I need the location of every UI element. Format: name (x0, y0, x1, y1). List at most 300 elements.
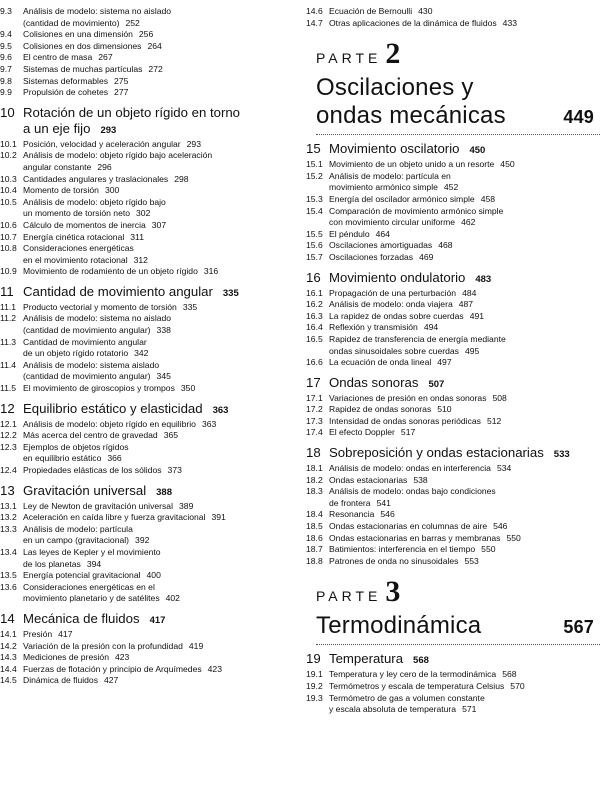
chapter-number: 17 (306, 374, 321, 390)
section-title: de un objeto rígido rotatorio (23, 348, 129, 359)
section-number: 9.7 (0, 63, 12, 74)
toc-entry[interactable] (306, 159, 600, 171)
toc-entry[interactable] (0, 371, 298, 383)
section-number: 11.3 (0, 336, 17, 347)
toc-entry[interactable] (0, 52, 298, 64)
page-number: 307 (151, 219, 167, 230)
toc-entry[interactable] (306, 252, 600, 264)
chapter-heading[interactable] (306, 445, 600, 463)
toc-entry[interactable] (0, 535, 298, 547)
toc-entry[interactable] (306, 288, 600, 300)
section-number: 14.5 (0, 675, 17, 686)
section-title: Oscilaciones forzadas (329, 251, 414, 262)
section-number: 13.4 (0, 546, 17, 557)
section-number: 10.4 (0, 185, 17, 196)
toc-entry[interactable] (0, 87, 298, 99)
section-number: 9.5 (0, 40, 12, 51)
toc-entry[interactable] (0, 76, 298, 88)
page-number: 293 (186, 138, 201, 149)
section-number: 15.5 (306, 228, 323, 239)
chapter-title-line2: a un eje fijo (23, 120, 91, 136)
section-number: 18.8 (306, 555, 323, 566)
toc-entry[interactable] (0, 29, 298, 41)
chapter-page: 568 (413, 655, 429, 667)
toc-entry[interactable] (0, 255, 298, 267)
section-number: 14.7 (306, 17, 323, 28)
section-number: 9.4 (0, 29, 12, 40)
part-label: PARTE (316, 50, 382, 67)
toc-entry[interactable] (306, 669, 600, 681)
toc-entry[interactable] (0, 197, 298, 209)
section-number: 18.4 (306, 509, 323, 520)
toc-entry[interactable] (306, 521, 600, 533)
toc-entry[interactable] (0, 465, 298, 477)
section-number: 18.3 (306, 486, 323, 497)
section-title: Análisis de modelo: partícula (23, 523, 133, 534)
section-number: 17.4 (306, 427, 323, 438)
chapter-page: 507 (428, 378, 445, 390)
section-number: 13.6 (0, 581, 17, 592)
section-title: Consideraciones energéticas en el (23, 581, 155, 592)
toc-entry[interactable] (306, 416, 600, 428)
page-number: 538 (413, 474, 428, 485)
section-number: 10.6 (0, 219, 17, 230)
chapter-number: 15 (306, 141, 321, 157)
toc-entry[interactable] (0, 570, 298, 582)
toc-entry[interactable] (306, 357, 600, 369)
section-title: Análisis de modelo: partícula en (329, 170, 451, 181)
section-number: 18.5 (306, 521, 323, 532)
toc-entry[interactable] (306, 463, 600, 475)
section-title: Aceleración en caída libre y fuerza gravitacional (23, 512, 206, 523)
page-number: 508 (492, 392, 507, 403)
section-title: La ecuación de onda lineal (329, 357, 432, 368)
chapter-number: 12 (0, 400, 15, 416)
section-title: Propulsión de cohetes (23, 87, 109, 98)
section-title: Propiedades elásticas de los sólidos (23, 465, 162, 475)
section-number: 10.3 (0, 173, 17, 184)
section-title: Cálculo de momentos de inercia (23, 219, 146, 230)
section-number: 12.1 (0, 418, 17, 429)
toc-entry[interactable] (0, 337, 298, 349)
section-title: movimiento armónico simple (329, 182, 438, 193)
toc-entry[interactable] (306, 334, 600, 346)
toc-entry[interactable] (306, 681, 600, 693)
page-number: 392 (135, 535, 150, 546)
page-number: 267 (98, 52, 113, 63)
part-label-row (316, 577, 600, 612)
page-number: 363 (201, 418, 217, 429)
toc-entry[interactable] (306, 182, 600, 194)
section-title: Energía del oscilador armónico simple (329, 193, 475, 204)
toc-entry[interactable] (306, 194, 600, 206)
section-number: 13.1 (0, 500, 17, 511)
section-title: de los planetas (23, 558, 81, 569)
chapter-heading[interactable] (306, 651, 600, 669)
section-title: Las leyes de Kepler y el movimiento (23, 546, 161, 557)
dotted-rule (316, 644, 600, 645)
page-number: 302 (136, 208, 151, 219)
chapter-heading-cont (0, 121, 298, 139)
chapter-heading[interactable] (0, 105, 298, 121)
chapter-heading[interactable] (306, 375, 600, 393)
toc-entry[interactable] (306, 533, 600, 545)
page-number: 550 (481, 544, 496, 555)
toc-entry[interactable] (306, 427, 600, 439)
section-title: en equilibrio estático (23, 453, 102, 464)
toc-entry[interactable] (0, 559, 298, 571)
toc-entry[interactable] (0, 675, 298, 687)
part-title-row (316, 74, 600, 102)
section-title: Rapidez de ondas sonoras (329, 404, 432, 415)
toc-entry[interactable] (306, 322, 600, 334)
section-title: Temperatura y ley cero de la termodinámica (329, 669, 497, 680)
page-number: 373 (167, 465, 182, 475)
section-number: 13.5 (0, 570, 17, 581)
section-title: Análisis de modelo: ondas bajo condiciones (329, 486, 496, 497)
toc-entry[interactable] (306, 6, 600, 18)
page-number: 402 (165, 593, 180, 604)
section-title: Colisiones en una dimensión (23, 29, 133, 40)
page-number: 298 (174, 173, 189, 184)
chapter-page: 335 (222, 287, 239, 299)
page-number: 417 (58, 628, 73, 639)
section-title: Análisis de modelo: objeto rígido bajo aceleración (23, 150, 213, 161)
chapter-page: 363 (212, 404, 229, 416)
toc-entry[interactable] (306, 299, 600, 311)
section-number: 18.6 (306, 532, 323, 543)
section-title: en el movimiento rotacional (23, 254, 128, 265)
toc-entry[interactable] (306, 544, 600, 556)
section-title: angular constante (23, 161, 92, 172)
section-title: Cantidades angulares y traslacionales (23, 173, 169, 184)
section-title: Comparación de movimiento armónico simple (329, 205, 504, 216)
section-number: 10.2 (0, 150, 17, 161)
section-title: Colisiones en dos dimensiones (23, 40, 142, 51)
toc-entry[interactable] (0, 150, 298, 162)
section-title: El efecto Doppler (329, 427, 395, 438)
chapter-title: Movimiento ondulatorio (329, 269, 466, 285)
chapter-heading[interactable] (0, 483, 298, 501)
toc-entry[interactable] (0, 360, 298, 372)
section-title: Oscilaciones amortiguadas (329, 240, 433, 251)
section-title: Consideraciones energéticas (23, 243, 134, 254)
section-number: 14.4 (0, 663, 17, 674)
section-number: 15.2 (306, 170, 323, 181)
toc-entry[interactable] (306, 206, 600, 218)
section-title: de frontera (329, 497, 371, 508)
toc-entry[interactable] (0, 220, 298, 232)
page-number: 342 (134, 348, 149, 359)
chapter-title: Rotación de un objeto rígido en torno (23, 104, 241, 120)
part-title-row (316, 612, 600, 641)
toc-entry[interactable] (0, 582, 298, 594)
section-title: Movimiento de rodamiento de un objeto rígido (23, 266, 198, 277)
chapter-number: 18 (306, 445, 321, 461)
section-number: 12.2 (0, 430, 17, 441)
section-number: 11.5 (0, 383, 17, 394)
toc-entry[interactable] (0, 162, 298, 174)
page-number: 570 (510, 681, 525, 691)
section-title: Sistemas deformables (23, 75, 109, 86)
toc-entry[interactable] (306, 509, 600, 521)
page-number: 462 (461, 217, 476, 228)
section-title: un momento de torsión neto (23, 208, 131, 219)
page-number: 546 (380, 509, 395, 520)
chapter-title: Equilibrio estático y elasticidad (23, 400, 203, 416)
chapter-number: 10 (0, 104, 15, 120)
toc-entry[interactable] (0, 383, 298, 395)
toc-entry[interactable] (0, 64, 298, 76)
toc-entry[interactable] (0, 524, 298, 536)
toc-entry[interactable] (306, 240, 600, 252)
section-title: El movimiento de giroscopios y trompos (23, 383, 175, 394)
section-title: Análisis de modelo: sistema aislado (23, 359, 160, 370)
page-number: 553 (464, 555, 479, 566)
section-number: 19.1 (306, 669, 323, 680)
section-number: 17.3 (306, 415, 323, 426)
section-number: 16.3 (306, 310, 323, 321)
left-column (0, 6, 298, 687)
page-number: 350 (180, 383, 196, 394)
section-number: 12.3 (0, 441, 17, 452)
toc-entry[interactable] (0, 266, 298, 278)
toc-entry[interactable] (0, 185, 298, 197)
section-title: Ecuación de Bernoulli (329, 6, 413, 16)
part-page: 567 (563, 617, 594, 638)
section-title: Otras aplicaciones de la dinámica de fluidos (329, 17, 497, 28)
page-number: 427 (104, 675, 119, 686)
chapter-page: 388 (156, 486, 172, 498)
chapter-heading[interactable] (0, 284, 298, 302)
page-number: 311 (130, 231, 144, 242)
page-number: 464 (375, 228, 390, 239)
section-title: en un campo (gravitacional) (23, 535, 130, 546)
page-number: 510 (437, 404, 452, 415)
toc-entry[interactable] (0, 664, 298, 676)
chapter-title: Ondas sonoras (329, 374, 419, 390)
section-title: Rapidez de transferencia de energía mediante (329, 333, 506, 344)
toc-entry[interactable] (0, 174, 298, 186)
page-number: 469 (419, 251, 434, 262)
section-title: Mediciones de presión (23, 652, 109, 663)
page-number: 534 (496, 463, 512, 474)
toc-entry[interactable] (0, 325, 298, 337)
toc-entry[interactable] (0, 41, 298, 53)
section-title: con movimiento circular uniforme (329, 217, 456, 228)
page-number: 541 (376, 497, 391, 508)
section-title: Sistemas de muchas partículas (23, 63, 143, 74)
page-number: 517 (400, 427, 416, 438)
page-number: 423 (115, 652, 130, 663)
page-number: 272 (148, 63, 163, 74)
part-label: PARTE (316, 588, 382, 605)
chapter-heading[interactable] (0, 611, 298, 629)
section-title: Batimientos: interferencia en el tiempo (329, 544, 476, 555)
toc-entry[interactable] (306, 18, 600, 30)
toc-entry[interactable] (306, 393, 600, 405)
toc-entry[interactable] (0, 6, 298, 18)
section-title: Ondas estacionarias en columnas de aire (329, 521, 488, 532)
section-title: Intensidad de ondas sonoras periódicas (329, 415, 481, 426)
part-header (316, 39, 600, 131)
section-number: 10.9 (0, 266, 17, 277)
toc-entry[interactable] (306, 498, 600, 510)
section-title: Energía cinética rotacional (23, 231, 125, 242)
section-title: Análisis de modelo: onda viajera (329, 299, 453, 310)
toc-entry[interactable] (0, 313, 298, 325)
page-number: 497 (437, 357, 452, 368)
section-number: 9.8 (0, 75, 12, 86)
section-number: 12.4 (0, 465, 17, 475)
section-number: 17.1 (306, 392, 323, 403)
toc-entry[interactable] (0, 629, 298, 641)
chapter-heading[interactable] (306, 270, 600, 288)
section-number: 15.4 (306, 205, 323, 216)
chapter-number: 14 (0, 610, 15, 626)
section-number: 11.1 (0, 301, 17, 312)
toc-entry[interactable] (0, 593, 298, 605)
toc-entry[interactable] (0, 18, 298, 30)
toc-entry[interactable] (0, 243, 298, 255)
section-title: Resonancia (329, 509, 375, 520)
section-title: Ley de Newton de gravitación universal (23, 500, 174, 511)
section-number: 19.2 (306, 681, 323, 691)
chapter-page: 533 (553, 449, 570, 461)
page-number: 419 (188, 640, 204, 651)
toc-entry[interactable] (0, 430, 298, 442)
section-title: Ondas estacionarias en barras y membranas (329, 532, 501, 543)
page-number: 296 (97, 161, 112, 172)
section-title: Movimiento de un objeto unido a un resorte (329, 159, 495, 170)
toc-entry[interactable] (306, 404, 600, 416)
toc-entry[interactable] (0, 652, 298, 664)
toc-entry[interactable] (306, 486, 600, 498)
toc-entry[interactable] (306, 475, 600, 487)
page-number: 487 (458, 299, 474, 310)
toc-entry[interactable] (306, 171, 600, 183)
section-title: Análisis de modelo: sistema no aislado (23, 313, 172, 324)
section-title: Análisis de modelo: sistema no aislado (23, 6, 172, 16)
page-number: 316 (203, 266, 219, 277)
chapter-number: 16 (306, 269, 321, 285)
chapter-page: 483 (475, 273, 492, 285)
toc-entry[interactable] (306, 556, 600, 568)
section-number: 16.1 (306, 287, 323, 298)
page-number: 571 (462, 704, 477, 715)
page-number: 365 (163, 430, 179, 441)
page-number: 389 (179, 500, 194, 511)
section-title: La rapidez de ondas sobre cuerdas (329, 310, 464, 321)
page-number: 433 (502, 17, 518, 28)
toc-entry[interactable] (0, 512, 298, 524)
toc-entry[interactable] (306, 217, 600, 229)
part-title: ondas mecánicas (316, 102, 506, 130)
section-number: 10.7 (0, 231, 17, 242)
toc-entry[interactable] (0, 139, 298, 151)
section-number: 14.1 (0, 628, 17, 639)
section-title: Ondas estacionarias (329, 474, 408, 485)
right-column (306, 6, 600, 716)
section-number: 15.1 (306, 159, 323, 170)
chapter-title: Temperatura (329, 651, 404, 667)
part-label-row (316, 39, 600, 74)
section-number: 18.2 (306, 474, 323, 485)
toc-entry[interactable] (0, 232, 298, 244)
toc-entry[interactable] (0, 442, 298, 454)
section-title: Termómetros y escala de temperatura Celsius (329, 681, 505, 691)
section-number: 9.6 (0, 52, 12, 63)
section-number: 10.8 (0, 243, 17, 254)
chapter-title: Sobreposición y ondas estacionarias (329, 445, 544, 461)
section-title: Dinámica de fluidos (23, 675, 98, 686)
chapter-page: 417 (149, 614, 166, 626)
toc-entry[interactable] (0, 453, 298, 465)
toc-entry[interactable] (0, 348, 298, 360)
section-title: El péndulo (329, 228, 370, 239)
toc-entry[interactable] (306, 229, 600, 241)
toc-entry[interactable] (306, 693, 600, 705)
toc-entry[interactable] (0, 641, 298, 653)
page-number: 252 (125, 17, 140, 28)
page-number: 568 (502, 669, 517, 680)
page-number: 546 (493, 521, 508, 532)
section-title: (cantidad de movimiento angular) (23, 371, 151, 382)
page-number: 312 (133, 254, 148, 265)
section-number: 15.6 (306, 240, 323, 251)
chapter-title: Mecánica de fluidos (23, 610, 140, 626)
toc-entry[interactable] (306, 346, 600, 358)
toc-entry[interactable] (0, 501, 298, 513)
page-number: 494 (423, 322, 439, 333)
page-number: 458 (480, 193, 496, 204)
section-title: ondas sinusoidales sobre cuerdas (329, 345, 459, 356)
part-number: 2 (385, 37, 401, 71)
page-number: 468 (438, 240, 453, 251)
page-number: 484 (462, 287, 477, 298)
page-number: 400 (146, 570, 161, 581)
section-number: 14.6 (306, 6, 323, 16)
toc-entry[interactable] (0, 419, 298, 431)
toc-entry[interactable] (0, 208, 298, 220)
page-number: 394 (86, 558, 102, 569)
page-number: 338 (156, 325, 171, 336)
section-title: (cantidad de movimiento angular) (23, 325, 151, 336)
section-title: (cantidad de movimiento) (23, 17, 120, 28)
toc-entry[interactable] (0, 302, 298, 314)
toc-entry[interactable] (306, 704, 600, 716)
section-number: 13.3 (0, 523, 17, 534)
chapter-title: Cantidad de movimiento angular (23, 283, 213, 299)
section-title: Cantidad de movimiento angular (23, 336, 147, 347)
toc-entry[interactable] (0, 547, 298, 559)
section-number: 9.9 (0, 87, 12, 98)
section-title: Análisis de modelo: ondas en interferencia (329, 463, 491, 474)
chapter-heading[interactable] (0, 401, 298, 419)
toc-entry[interactable] (306, 311, 600, 323)
section-title: Variación de la presión con la profundidad (23, 640, 183, 651)
part-title-row (316, 102, 600, 131)
page-number: 256 (138, 29, 154, 40)
page-number: 491 (469, 310, 485, 321)
section-title: Termómetro de gas a volumen constante (329, 692, 485, 703)
section-number: 16.2 (306, 299, 323, 310)
chapter-heading[interactable] (306, 141, 600, 159)
section-number: 18.1 (306, 463, 323, 474)
section-number: 15.7 (306, 251, 323, 262)
section-number: 11.4 (0, 359, 17, 370)
section-title: y escala absoluta de temperatura (329, 704, 457, 715)
